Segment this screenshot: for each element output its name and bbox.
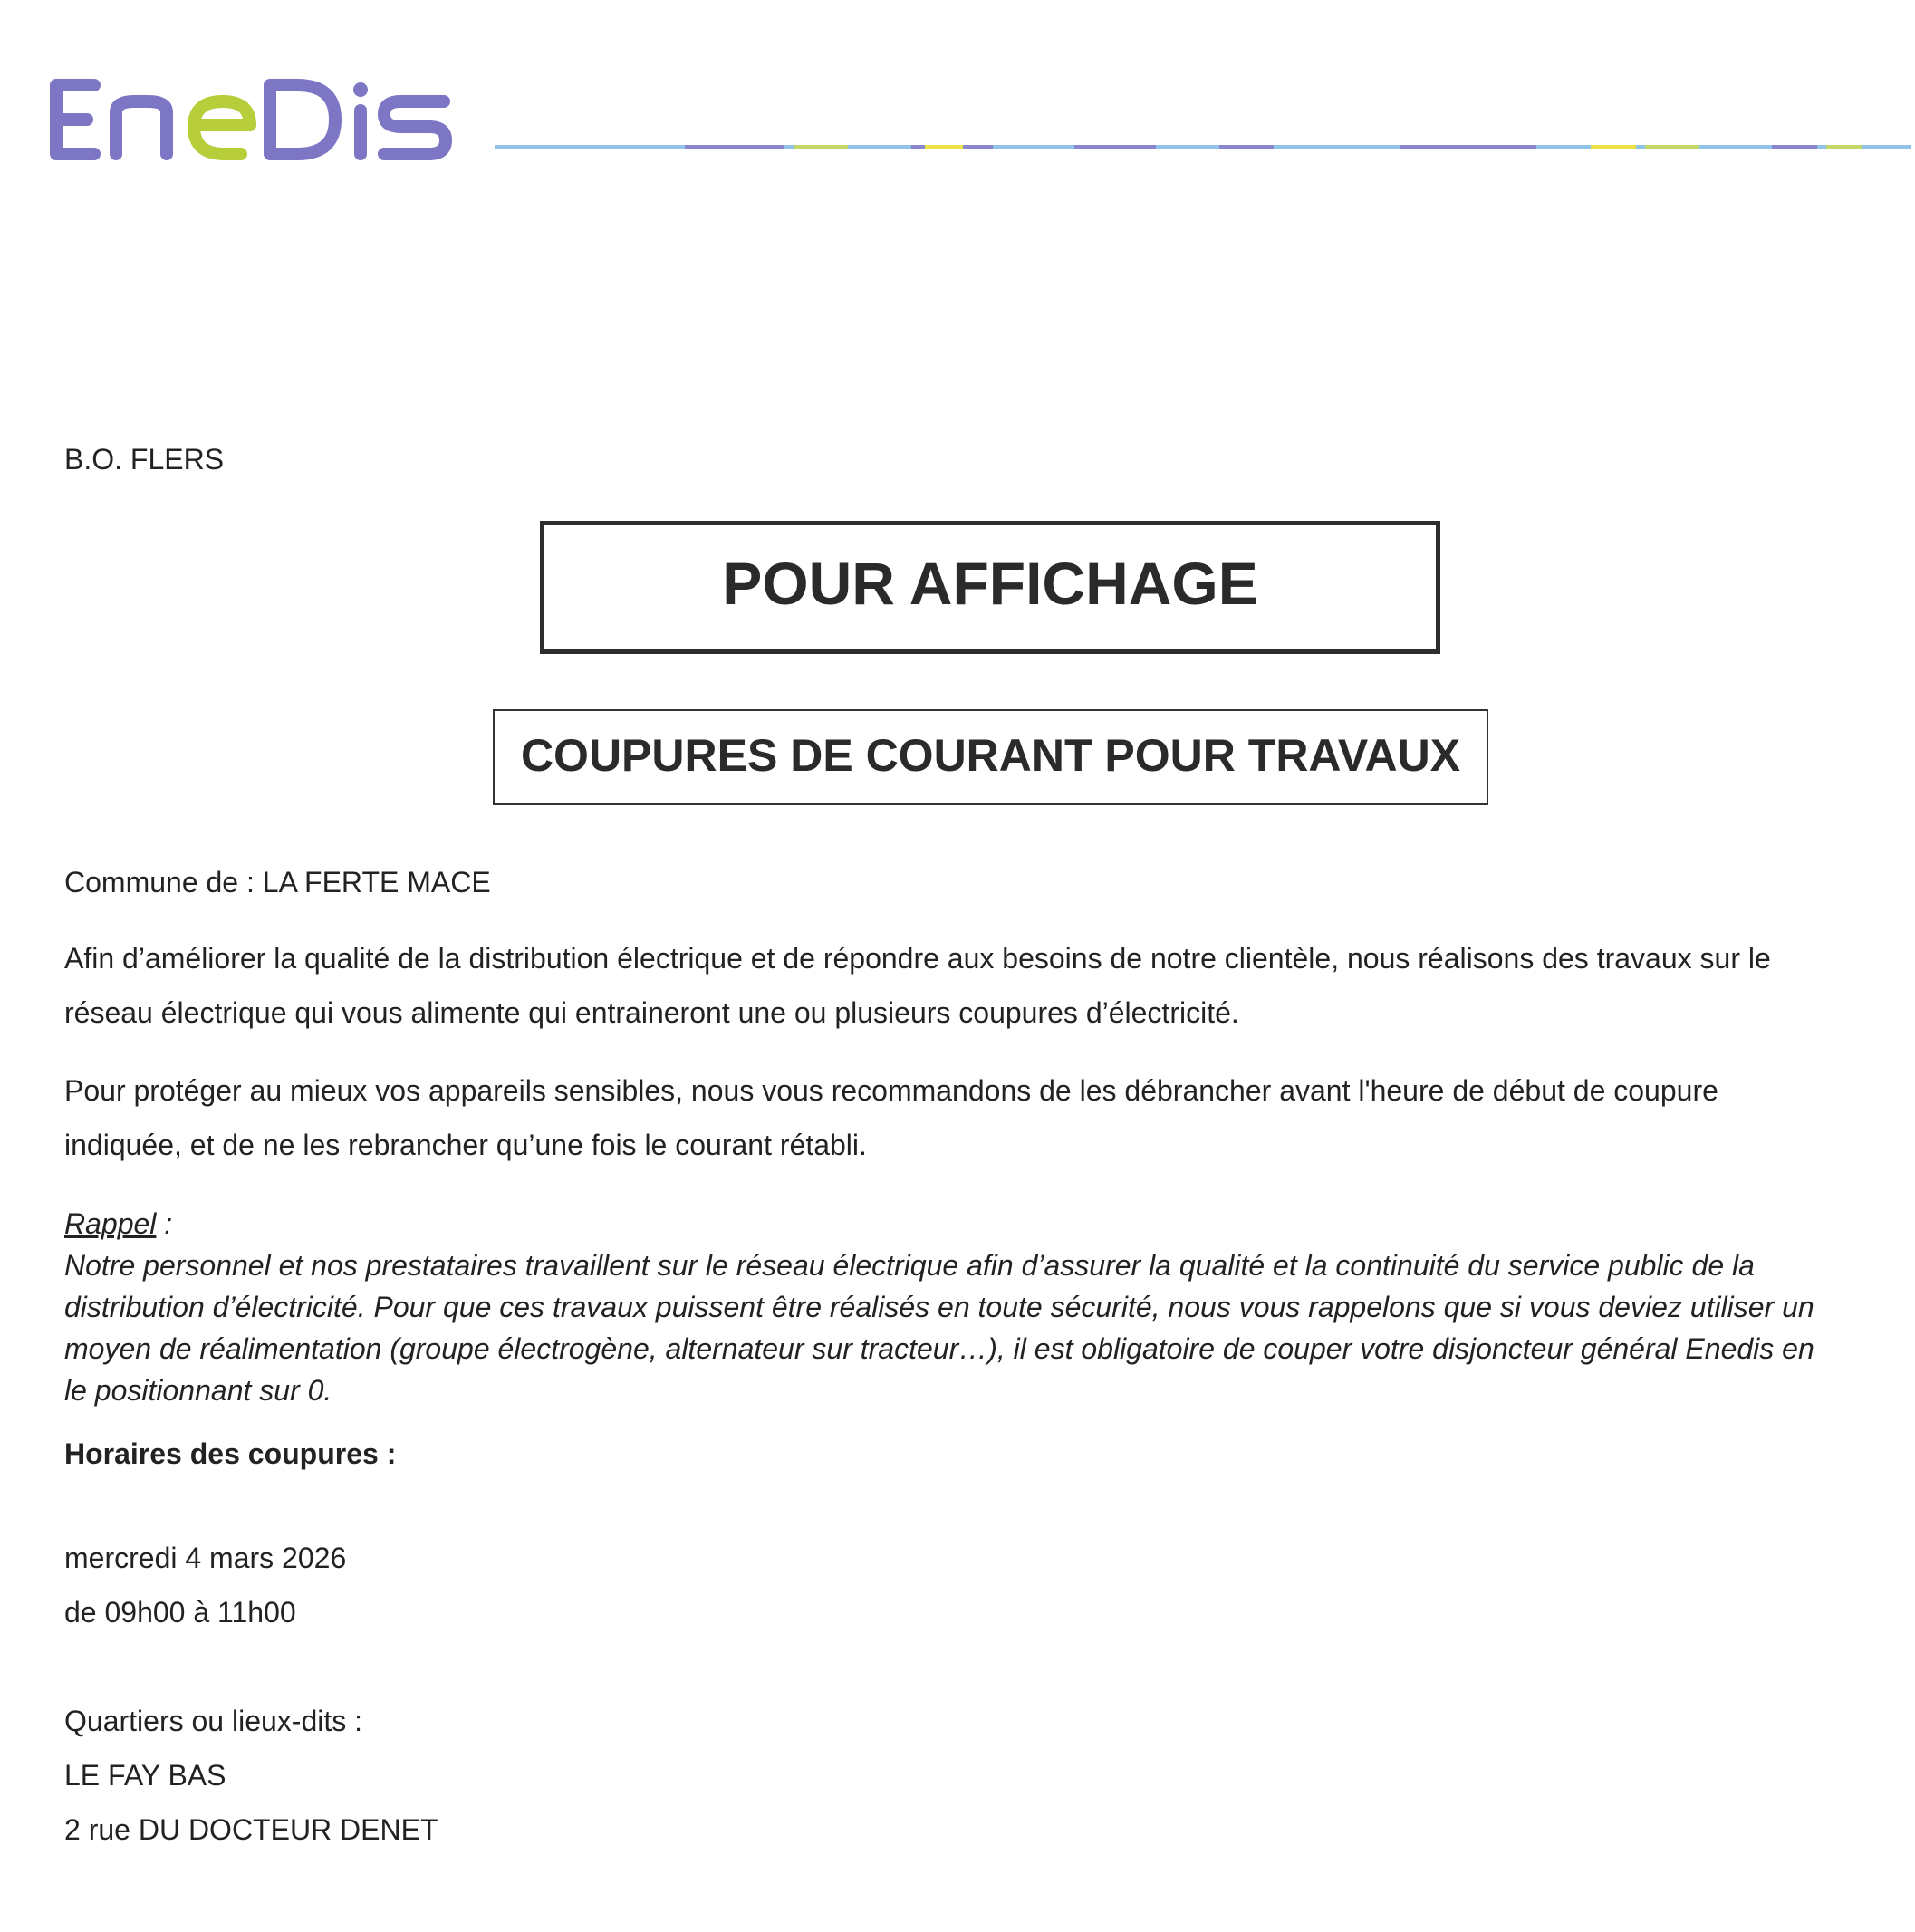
intro-paragraph: Afin d’améliorer la qualité de la distribution électrique et de répondre aux besoins de notre clientèle, nous réalisons des travaux sur le réseau électrique qui vous alimente qui entraineront une ou plusieurs coupures d’électricité. (64, 942, 1771, 1029)
enedis-logo-icon (47, 74, 464, 165)
enedis-logo (47, 74, 464, 165)
commune-value: LA FERTE MACE (262, 866, 491, 899)
header-rule (495, 145, 1911, 149)
advice-paragraph: Pour protéger au mieux vos appareils sensibles, nous vous recommandons de les débrancher avant l'heure de début de coupure indiquée, et de ne les rebrancher qu’une fois le courant rétabli. (64, 1074, 1718, 1161)
schedule-heading: Horaires des coupures : (64, 1437, 397, 1470)
notice-subtitle-box (493, 709, 1488, 805)
location-item: LE FAY BAS (64, 1759, 226, 1792)
location-item: 2 rue DU DOCTEUR DENET (64, 1813, 438, 1846)
header-rule-decoration (495, 145, 1911, 149)
reminder-label-suffix: : (156, 1207, 173, 1240)
notice-subtitle: COUPURES DE COURANT POUR TRAVAUX (520, 730, 1461, 781)
commune-label: Commune de : (64, 866, 255, 899)
reminder-block (64, 1203, 1840, 1411)
locations-heading: Quartiers ou lieux-dits : (64, 1705, 363, 1737)
notice-title-box (540, 521, 1440, 654)
notice-title: POUR AFFICHAGE (722, 549, 1258, 617)
reminder-heading (64, 1203, 1840, 1245)
reminder-text: Notre personnel et nos prestataires travaillent sur le réseau électrique afin d’assurer la qualité et la continuité du service public de la distribution d’électricité. Pour que ces travaux puissent être réalisés en toute sécurité, nous vous rappelons que si vous deviez utiliser un moyen de réalimentation (groupe électrogène, alternateur sur tracteur…), il est obligatoire de couper votre disjoncteur général Enedis en le positionnant sur 0. (64, 1249, 1814, 1407)
commune-line (64, 865, 491, 899)
schedule-date: mercredi 4 mars 2026 (64, 1542, 347, 1574)
reminder-label: Rappel (64, 1207, 157, 1240)
office-name: B.O. FLERS (64, 443, 225, 476)
schedule-time: de 09h00 à 11h00 (64, 1596, 296, 1629)
